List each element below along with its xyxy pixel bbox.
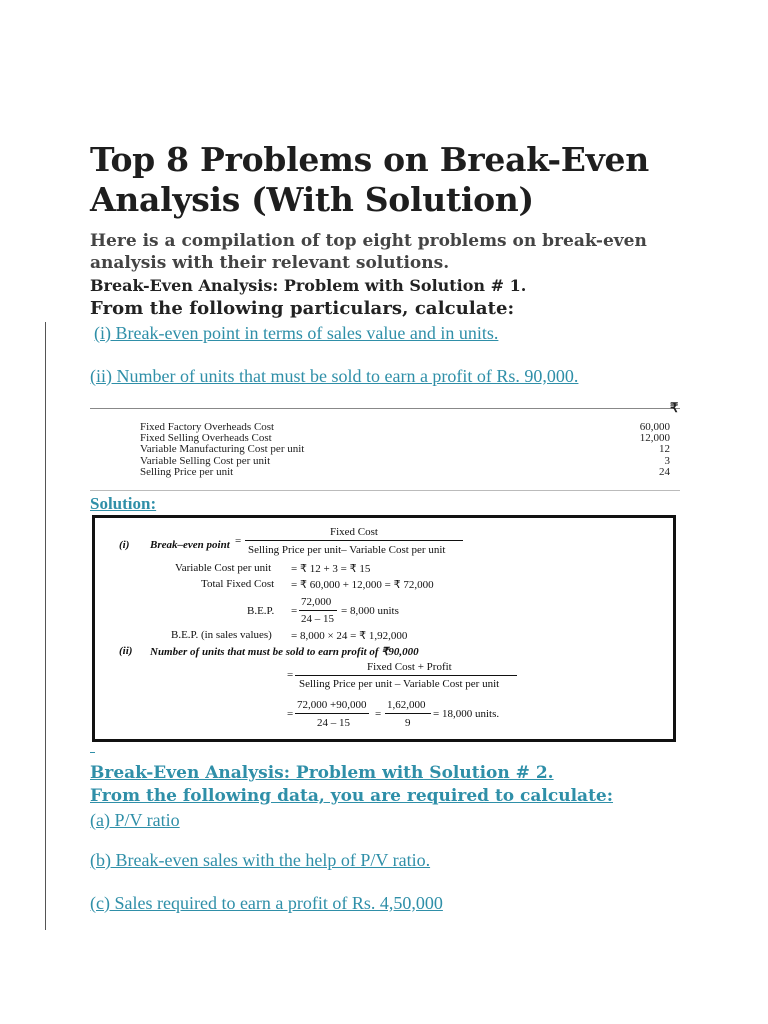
- intro-paragraph: Here is a compilation of top eight problems on break-even analysis with their relevant solutions.: [90, 231, 647, 273]
- problem1-link-ii[interactable]: (ii) Number of units that must be sold to earn a profit of Rs. 90,000.: [90, 366, 579, 386]
- sol-vc-label: Variable Cost per unit: [175, 562, 272, 574]
- row-value: 24: [659, 466, 670, 478]
- problem1-instruction: From the following particulars, calculate:: [90, 298, 515, 319]
- sol-i-label: (i): [119, 539, 130, 551]
- sol-tfc-label: Total Fixed Cost: [201, 578, 275, 590]
- sol-bep-sales-label: B.E.P. (in sales values): [171, 629, 272, 641]
- table-top-rule: [90, 408, 680, 409]
- sol-result2: = 18,000 units.: [433, 708, 500, 720]
- table-bottom-rule: [90, 490, 680, 491]
- row-label: Fixed Selling Overheads Cost: [140, 432, 272, 444]
- sol-sp-vc: Selling Price per unit– Variable Cost per unit: [248, 544, 446, 556]
- row-value: 3: [664, 455, 670, 467]
- underline-fragment: [90, 752, 95, 753]
- row-label: Selling Price per unit: [140, 466, 234, 478]
- row-value: 60,000: [639, 421, 670, 433]
- sol-ii-text: Number of units that must be sold to earn profit of ₹90,000: [150, 646, 419, 658]
- given-data-table: [90, 400, 690, 492]
- sol-vc-calc: = ₹ 12 + 3 = ₹ 15: [291, 563, 371, 575]
- fraction-bar: [295, 675, 517, 676]
- problem2-link-a[interactable]: (a) P/V ratio: [90, 810, 180, 830]
- currency-symbol: ₹: [670, 400, 679, 415]
- sol-bep-result: = 8,000 units: [341, 605, 399, 617]
- problem2-instruction[interactable]: From the following data, you are required to calculate:: [90, 786, 614, 806]
- page-title: Top 8 Problems on Break-Even Analysis (With Solution): [90, 140, 649, 219]
- sol-num3: 1,62,000: [387, 699, 426, 711]
- sol-bep-label: Break–even point: [150, 539, 230, 551]
- problem1-heading: Break-Even Analysis: Problem with Solution # 1.: [90, 276, 527, 295]
- sol-eq: =: [235, 535, 242, 547]
- problem1-link-i[interactable]: (i) Break-even point in terms of sales value and in units.: [94, 323, 499, 343]
- sol-den2: 24 – 15: [317, 717, 350, 729]
- solution-box: [92, 515, 676, 742]
- sol-num2: 72,000 +90,000: [297, 699, 367, 711]
- fraction-bar: [245, 540, 463, 541]
- sol-fc-profit: Fixed Cost + Profit: [367, 661, 452, 673]
- fraction-bar: [385, 713, 431, 714]
- sol-eq3: =: [287, 669, 294, 681]
- sol-bep-sales-calc: = 8,000 × 24 = ₹ 1,92,000: [291, 630, 408, 642]
- left-margin-line: [45, 322, 46, 930]
- row-label: Variable Selling Cost per unit: [140, 455, 271, 467]
- sol-tfc-calc: = ₹ 60,000 + 12,000 = ₹ 72,000: [291, 579, 434, 591]
- solution-heading[interactable]: Solution:: [90, 494, 157, 513]
- fraction-bar: [295, 713, 369, 714]
- sol-eq2: =: [291, 605, 298, 617]
- table-row: [140, 466, 680, 478]
- problem2-link-b[interactable]: (b) Break-even sales with the help of P/V ratio.: [90, 850, 431, 870]
- row-label: Variable Manufacturing Cost per unit: [140, 443, 305, 455]
- row-value: 12,000: [639, 432, 670, 444]
- sol-ii-label: (ii): [119, 645, 133, 657]
- problem2-link-c[interactable]: (c) Sales required to earn a profit of Rs. 4,50,000: [90, 893, 443, 913]
- sol-bep-den: 24 – 15: [301, 613, 334, 625]
- sol-den3: 9: [405, 717, 411, 729]
- sol-bep-short: B.E.P.: [247, 605, 275, 617]
- sol-sp-vc2: Selling Price per unit – Variable Cost per unit: [299, 678, 500, 690]
- sol-bep-num: 72,000: [301, 596, 332, 608]
- sol-eq4: =: [287, 708, 294, 720]
- table-row: [140, 443, 680, 455]
- sol-eq5: =: [375, 708, 382, 720]
- row-value: 12: [659, 443, 670, 455]
- sol-fixed-cost: Fixed Cost: [330, 526, 378, 538]
- fraction-bar: [299, 610, 337, 611]
- problem2-header: [90, 762, 613, 808]
- problem2-heading[interactable]: Break-Even Analysis: Problem with Solution # 2.: [90, 763, 554, 783]
- row-label: Fixed Factory Overheads Cost: [140, 421, 275, 433]
